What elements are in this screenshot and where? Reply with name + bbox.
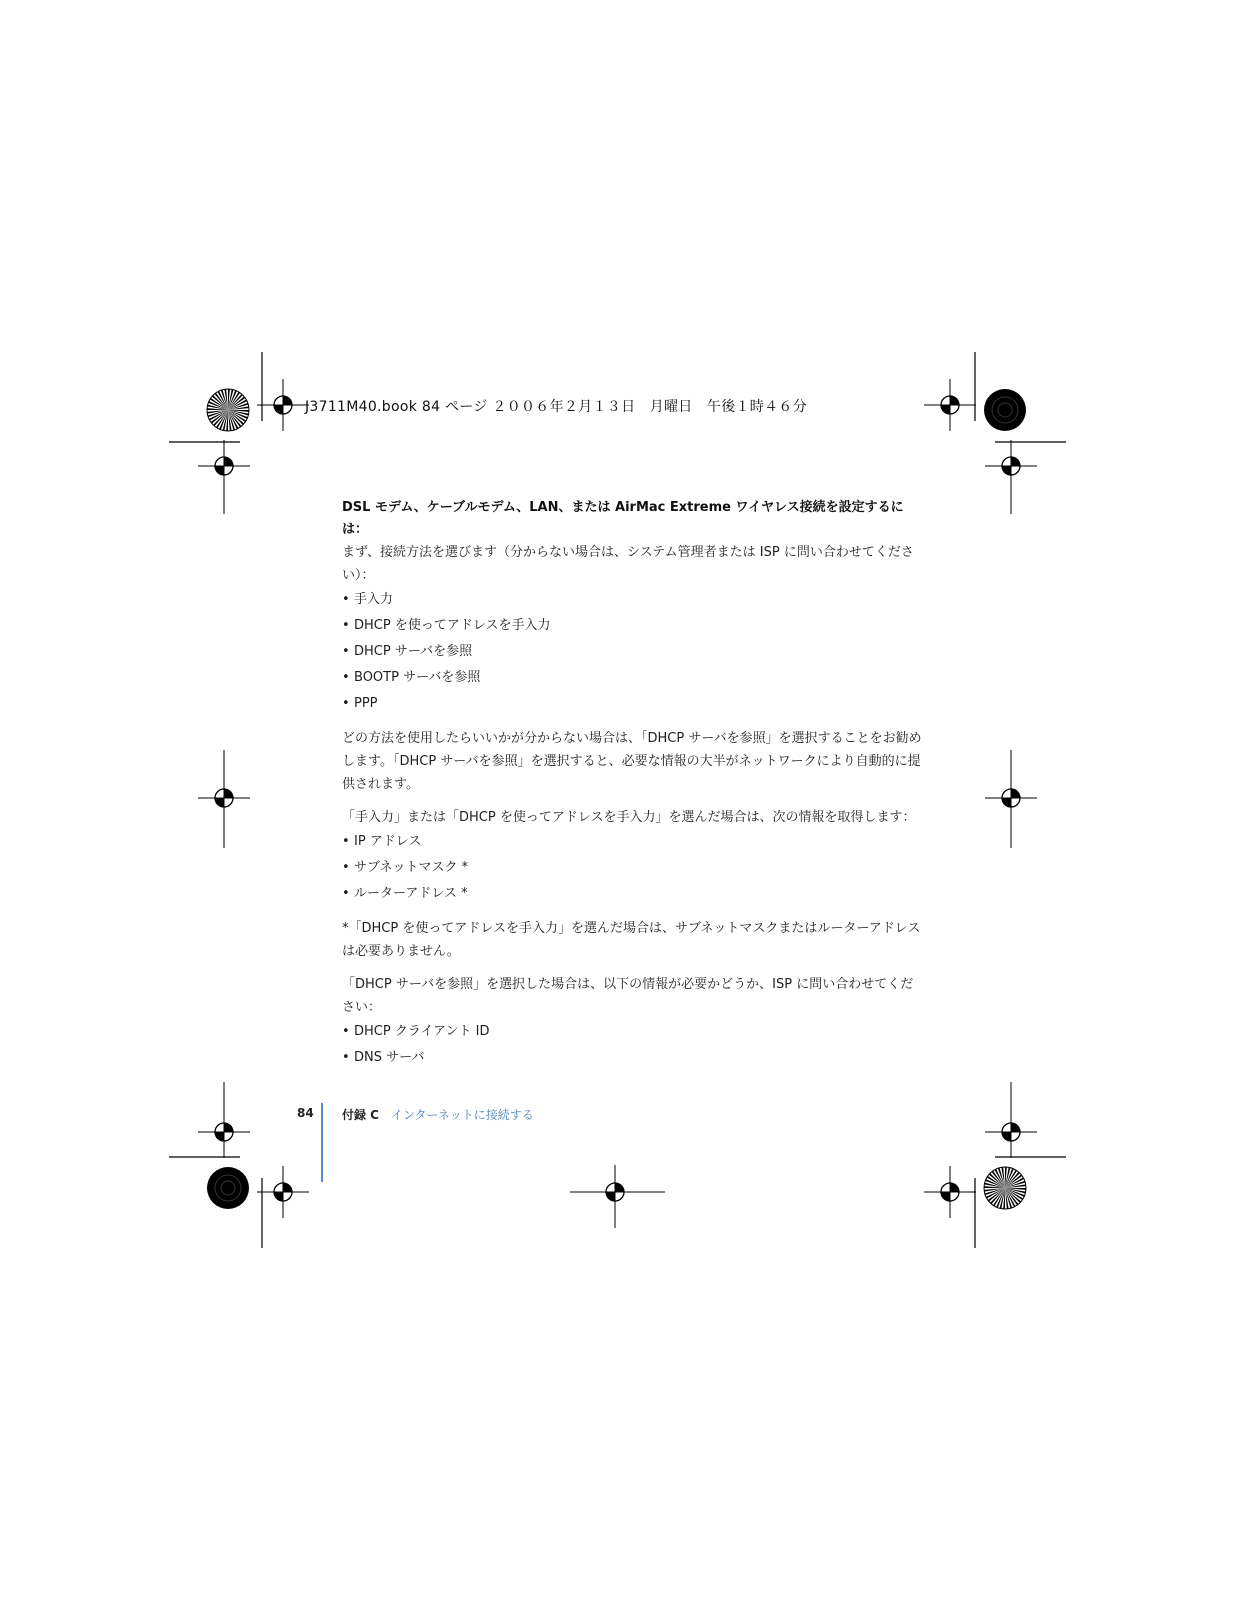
manual-info-list <box>342 829 922 907</box>
list-item: • サブネットマスク * <box>342 860 469 875</box>
bullseye-target-top-right <box>984 389 1026 431</box>
appendix-label: 付録 C <box>342 1108 379 1122</box>
registration-mark <box>924 379 976 431</box>
dhcp-info-list <box>342 1019 922 1071</box>
list-item: • PPP <box>342 696 378 711</box>
bullseye-target-bottom-left <box>207 1167 249 1209</box>
chapter-title: インターネットに接続する <box>390 1108 534 1122</box>
dhcp-intro-paragraph: 「DHCP サーバを参照」を選択した場合は、以下の情報が必要かどうか、ISP に問い合わせてください： <box>342 977 914 1015</box>
footer-accent-bar <box>321 1103 323 1182</box>
print-slug: J3711M40.book 84 ページ ２００６年２月１３日 月曜日 午後１時４６分 <box>305 399 808 415</box>
connection-method-list <box>342 587 922 717</box>
list-item: • DHCP サーバを参照 <box>342 644 473 659</box>
list-item: • DHCP クライアント ID <box>342 1024 490 1039</box>
page-number: 84 <box>297 1106 314 1120</box>
list-item: • ルーターアドレス * <box>342 886 468 901</box>
main-content <box>342 497 922 1071</box>
section-heading: DSL モデム、ケーブルモデム、LAN、または AirMac Extreme ワイヤレス接続を設定するには： <box>342 500 904 537</box>
intro-paragraph: まず、接続方法を選びます（分からない場合は、システム管理者または ISP に問い合わせてください）： <box>342 545 914 583</box>
recommendation-paragraph: どの方法を使用したらいいかが分からない場合は、「DHCP サーバを参照」を選択することをお勧めします。「DHCP サーバを参照」を選択すると、必要な情報の大半がネットワークにより自動的に提供されます。 <box>342 731 922 792</box>
manual-intro-paragraph: 「手入力」または「DHCP を使ってアドレスを手入力」を選んだ場合は、次の情報を取得します： <box>342 810 916 825</box>
list-item: • DNS サーバ <box>342 1050 425 1065</box>
running-footer <box>342 1106 534 1123</box>
list-item: • 手入力 <box>342 592 394 607</box>
registration-mark <box>924 1166 976 1218</box>
starburst-target-top-left <box>207 389 249 431</box>
list-item: • BOOTP サーバを参照 <box>342 670 481 685</box>
footnote-paragraph: *「DHCP を使ってアドレスを手入力」を選んだ場合は、サブネットマスクまたはルーターアドレスは必要ありません。 <box>342 921 921 959</box>
list-item: • IP アドレス <box>342 834 422 849</box>
starburst-target-bottom-right <box>984 1167 1026 1209</box>
registration-mark <box>257 379 309 431</box>
registration-mark <box>257 1166 309 1218</box>
list-item: • DHCP を使ってアドレスを手入力 <box>342 618 551 633</box>
